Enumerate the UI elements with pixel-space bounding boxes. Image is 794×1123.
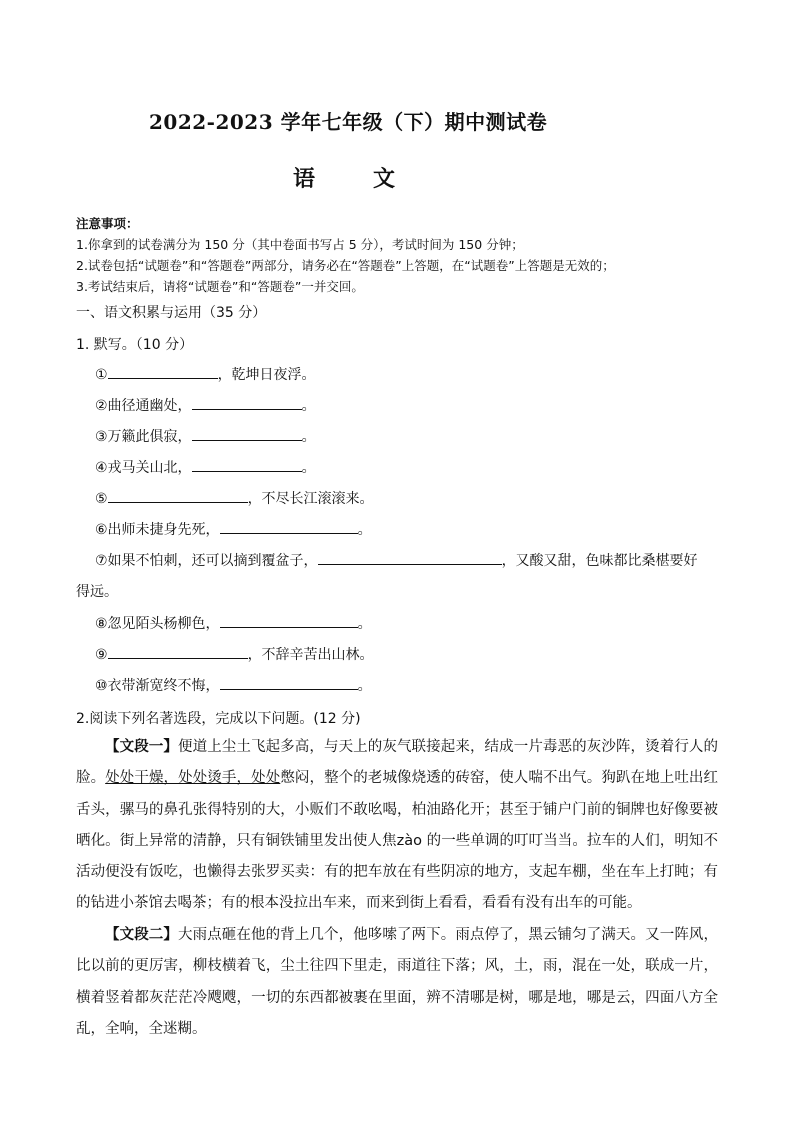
- passage-2-tag: 【文段二】: [105, 927, 178, 943]
- notice-item-1: 1.你拿到的试卷满分为 150 分（其中卷面书写占 5 分），考试时间为 150 分钟；: [76, 237, 524, 252]
- dictation-item-7: ⑦如果不怕刺，还可以摘到覆盆子， ，又酸又甜，色味都比桑椹要好: [95, 550, 698, 570]
- answer-blank[interactable]: [220, 519, 358, 534]
- dictation-item-6: ⑥出师未捷身先死， 。: [95, 519, 372, 539]
- answer-blank[interactable]: [108, 364, 218, 379]
- exam-title: 2022-2023 学年七年级（下）期中测试卷: [149, 110, 548, 134]
- question-1-label: 1. 默写。（10 分）: [76, 337, 194, 353]
- passage-1: 【文段一】便道上尘土飞起多高，与天上的灰气联接起来，结成一片毒恶的灰沙阵，烫着行人的脸。处处干燥，处处烫手，处处憋闷，整个的老城像烧透的砖窑，使人喘不出气。狗趴在地上吐出红舌头，骡马的鼻孔张得特别的大，小贩们不敢吆喝，柏油路化开；甚至于铺户门前的铜牌也好像要被晒化。街上异常的清静，只有铜铁铺里发出使人焦zào 的一些单调的叮叮当当。拉车的人们，明知不活动便没有饭吃，也懒得去张罗买卖：有的把车放在有些阴凉的地方，支起车棚，坐在车上打盹；有的钻进小茶馆去喝茶；有的根本没拉出车来，而来到街上看看，看看有没有出车的可能。: [76, 739, 719, 912]
- underlined-phrase: 处处干燥，处处烫手，处处: [105, 770, 281, 787]
- notice-item-2: 2.试卷包括“试题卷”和“答题卷”两部分，请务必在“答题卷”上答题，在“试题卷”上答题是无效的；: [76, 258, 615, 273]
- dictation-item-1: ① ，乾坤日夜浮。: [95, 364, 316, 384]
- answer-blank[interactable]: [220, 613, 358, 628]
- answer-blank[interactable]: [192, 426, 302, 441]
- dictation-item-7-cont: 得远。: [76, 584, 118, 600]
- answer-blank[interactable]: [220, 675, 358, 690]
- dictation-item-3: ③万籁此俱寂， 。: [95, 426, 316, 446]
- subject-char-2: 文: [373, 166, 396, 192]
- passage-1-tag: 【文段一】: [105, 739, 178, 755]
- dictation-item-2: ②曲径通幽处， 。: [95, 395, 316, 415]
- question-2-label: 2.阅读下列名著选段，完成以下问题。(12 分): [76, 711, 361, 727]
- dictation-item-8: ⑧忽见陌头杨柳色， 。: [95, 613, 372, 633]
- dictation-item-4: ④戎马关山北， 。: [95, 457, 316, 477]
- subject-title: [293, 162, 395, 193]
- answer-blank[interactable]: [318, 550, 502, 565]
- answer-blank[interactable]: [108, 488, 248, 503]
- dictation-item-5: ⑤ ，不尽长江滚滚来。: [95, 488, 374, 508]
- notice-heading: 注意事项：: [76, 216, 139, 231]
- answer-blank[interactable]: [108, 644, 248, 659]
- subject-char-1: 语: [293, 166, 316, 192]
- notice-item-3: 3.考试结束后，请将“试题卷”和“答题卷”一并交回。: [76, 279, 364, 294]
- answer-blank[interactable]: [192, 457, 302, 472]
- answer-blank[interactable]: [192, 395, 302, 410]
- dictation-item-9: ⑨ ，不辞辛苦出山林。: [95, 644, 374, 664]
- section-heading: 一、语文积累与运用（35 分）: [76, 305, 267, 321]
- dictation-item-10: ⑩衣带渐宽终不悔， 。: [95, 675, 372, 695]
- passage-2: 【文段二】大雨点砸在他的背上几个，他哆嗦了两下。雨点停了，黑云铺匀了满天。又一阵风，比以前的更厉害，柳枝横着飞，尘土往四下里走，雨道往下落；风，土，雨，混在一处，联成一片，横着竖着都灰茫茫冷飕飕，一切的东西都被裹在里面，辨不清哪是树，哪是地，哪是云，四面八方全乱，全响，全迷糊。: [76, 927, 719, 1037]
